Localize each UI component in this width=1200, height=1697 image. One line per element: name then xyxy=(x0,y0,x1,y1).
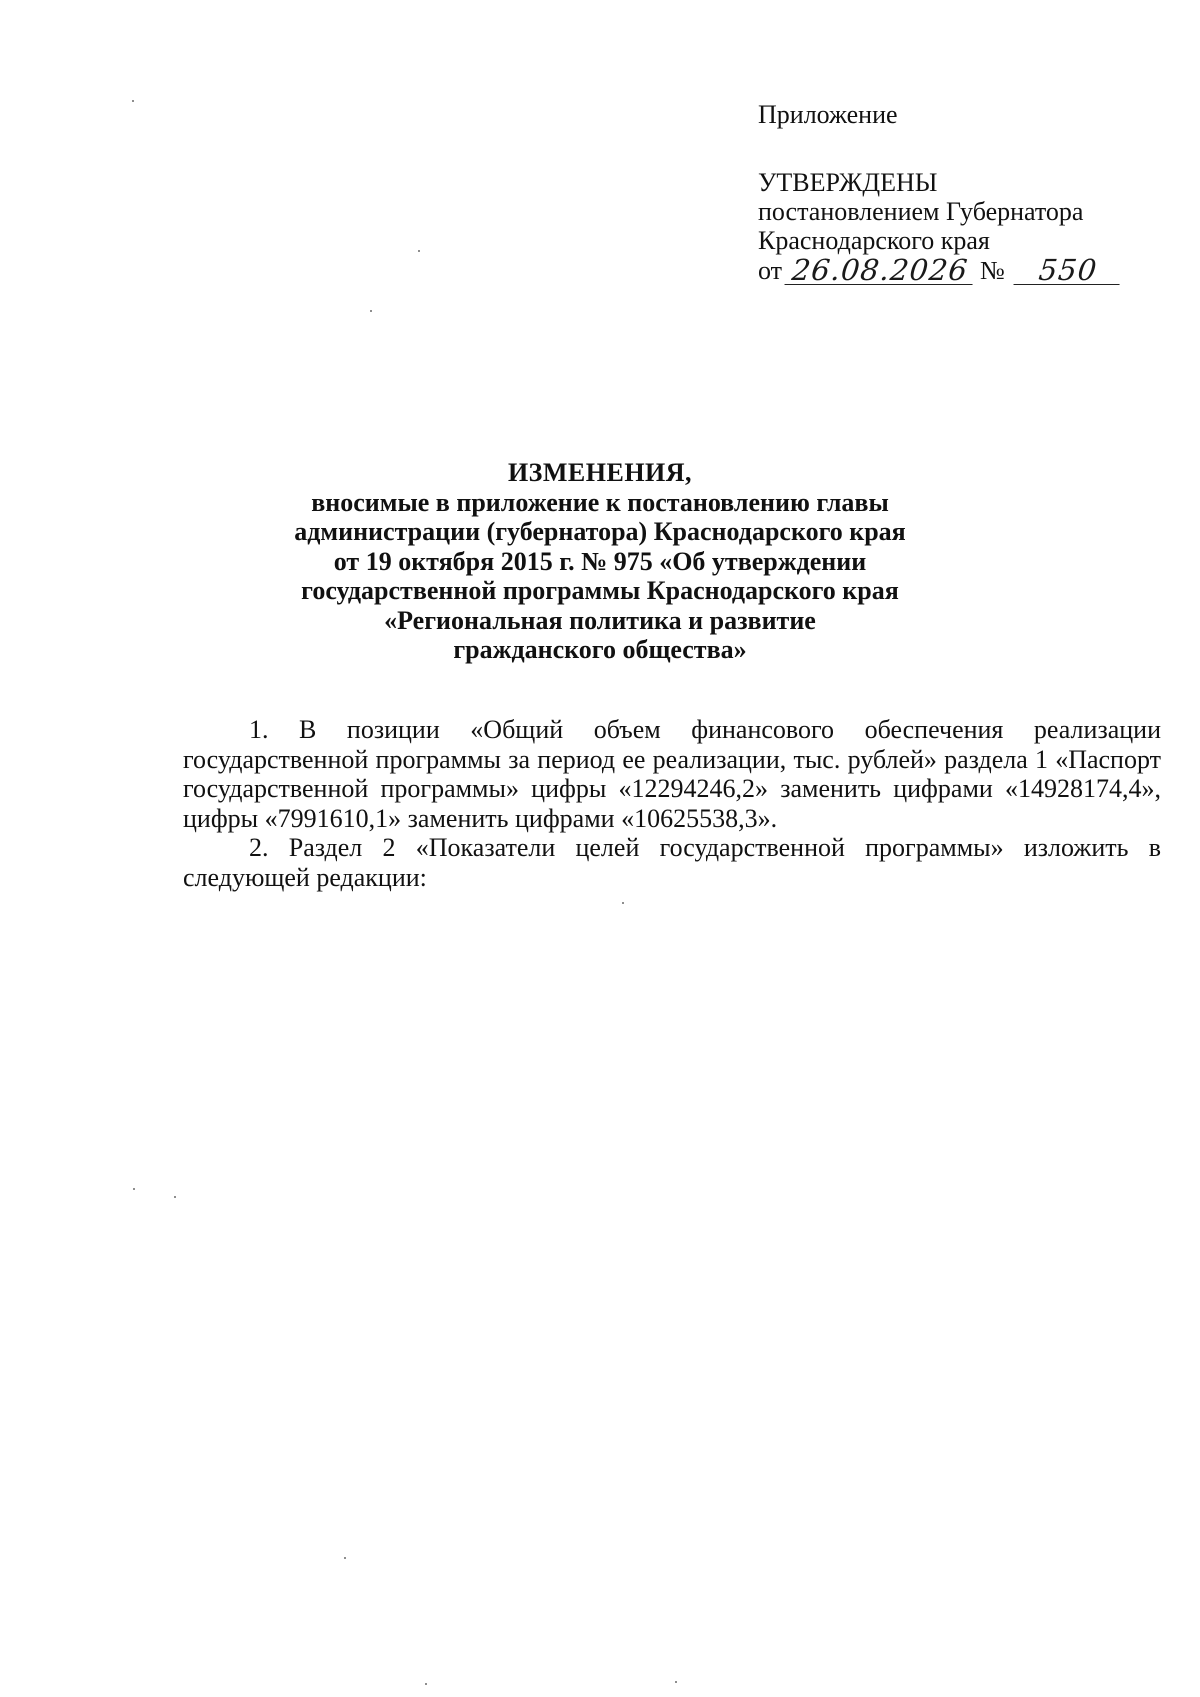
title-line: гражданского общества» xyxy=(453,635,747,664)
approval-block xyxy=(758,100,1138,285)
scan-speck xyxy=(425,1683,427,1685)
document-body xyxy=(183,715,1161,892)
document-title xyxy=(230,458,970,665)
title-line: «Региональная политика и развитие xyxy=(384,605,816,635)
scan-speck xyxy=(133,1188,135,1190)
approved-label: УТВЕРЖДЕНЫ xyxy=(758,168,938,197)
title-line: администрации (губернатора) Краснодарского края xyxy=(294,517,906,546)
title-line: от 19 октября 2015 г. № 975 «Об утверждении xyxy=(333,546,867,576)
scan-speck xyxy=(174,1196,176,1198)
title-line: вносимые в приложение к постановлению главы xyxy=(311,487,889,517)
scan-speck xyxy=(344,1557,346,1559)
date-number-line xyxy=(758,253,1138,287)
date-prefix: от xyxy=(758,256,783,285)
handwritten-number: 550 xyxy=(1013,256,1122,285)
title-heading: ИЗМЕНЕНИЯ, xyxy=(507,458,693,487)
paragraph-1: 1. В позиции «Общий объем финансового обеспечения реализации государственной программы за период ее реализации, тыс. рублей» раздела 1 «Паспорт государственной программы» цифры «12294246,2» заменить цифрами «14928174,4», цифры «7991610,1» заменить цифрами «10625538,3». xyxy=(183,715,1161,833)
decree-line-2: Краснодарского края xyxy=(758,226,990,255)
scan-speck xyxy=(675,1681,677,1683)
handwritten-date: 26.08.2026 xyxy=(785,256,976,285)
scan-speck xyxy=(418,250,420,252)
scan-speck xyxy=(370,310,372,312)
decree-line-1: постановлением Губернатора xyxy=(758,197,1084,226)
scan-speck xyxy=(622,902,624,904)
paragraph-2: 2. Раздел 2 «Показатели целей государственной программы» изложить в следующей редакции: xyxy=(183,833,1161,892)
title-line: государственной программы Краснодарского края xyxy=(301,576,899,605)
number-sign: № xyxy=(980,256,1005,285)
scan-speck xyxy=(132,100,134,102)
appendix-label: Приложение xyxy=(758,100,898,129)
